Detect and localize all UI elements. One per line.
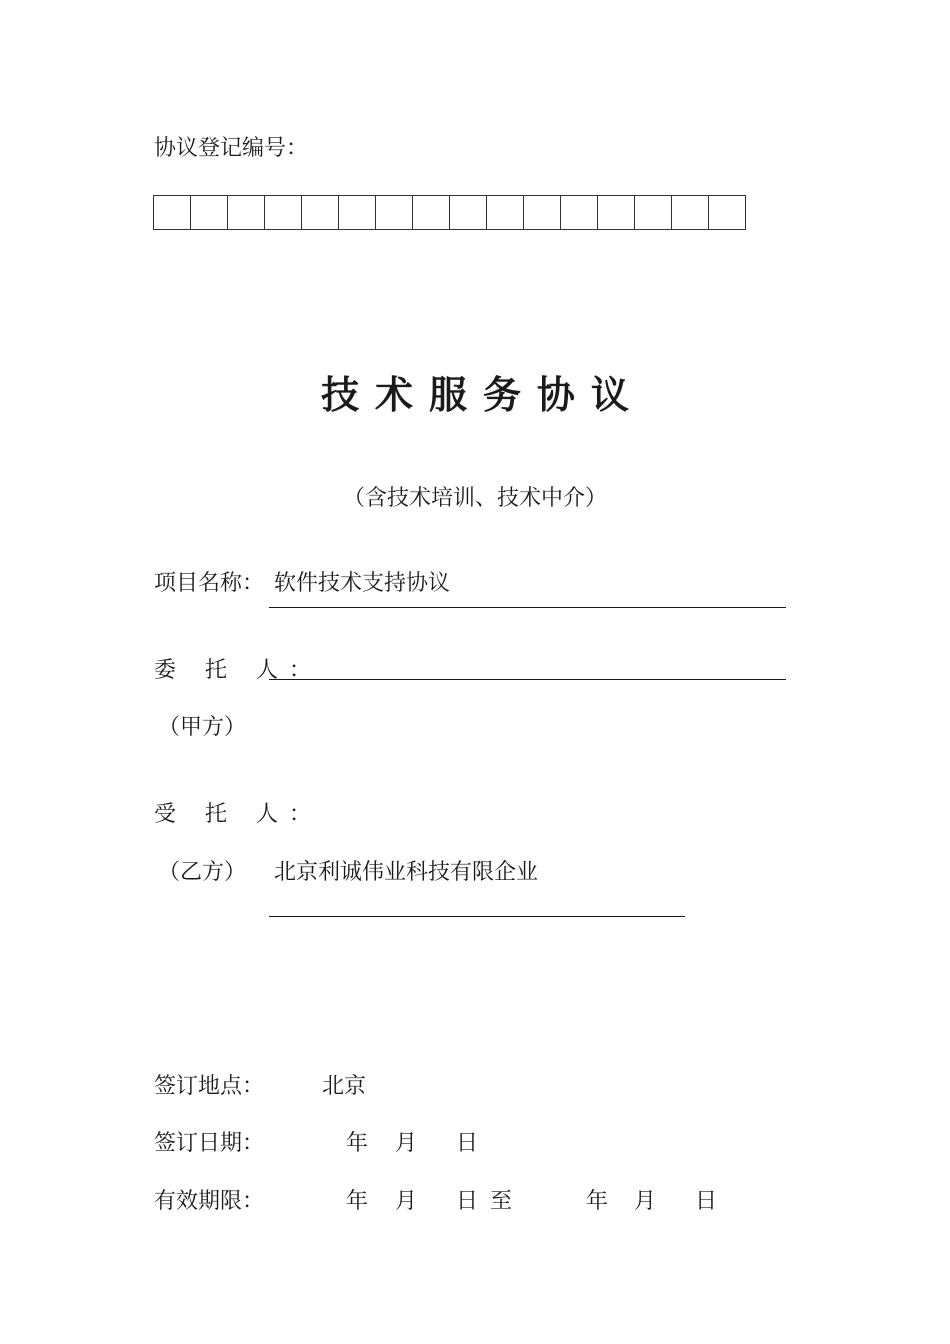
registration-number-box[interactable]	[598, 195, 635, 230]
registration-number-box[interactable]	[450, 195, 487, 230]
validity-start-month: 月	[395, 1189, 418, 1214]
registration-number-boxes	[153, 195, 746, 230]
registration-number-box[interactable]	[191, 195, 228, 230]
signing-date-day: 日	[456, 1131, 479, 1156]
contractor-value: 北京利诚伟业科技有限企业	[274, 860, 539, 885]
registration-number-box[interactable]	[302, 195, 339, 230]
contractor-role: （乙方）	[158, 860, 247, 885]
validity-end-day: 日	[695, 1189, 718, 1214]
project-name-underline	[269, 607, 786, 608]
signing-place-value: 北京	[322, 1074, 367, 1099]
document-title: 技术服务协议	[321, 373, 645, 417]
registration-number-box[interactable]	[672, 195, 709, 230]
client-role: （甲方）	[158, 715, 247, 740]
project-name-label: 项目名称：	[154, 571, 265, 596]
validity-start-year: 年	[346, 1189, 369, 1214]
registration-number-box[interactable]	[265, 195, 302, 230]
signing-date-year: 年	[346, 1131, 369, 1156]
signing-date-month: 月	[395, 1131, 418, 1156]
registration-number-box[interactable]	[376, 195, 413, 230]
registration-number-box[interactable]	[524, 195, 561, 230]
registration-number-box[interactable]	[561, 195, 598, 230]
document-subtitle: （含技术培训、技术中介）	[342, 486, 607, 511]
registration-number-box[interactable]	[413, 195, 450, 230]
registration-number-box[interactable]	[339, 195, 376, 230]
validity-start-day: 日	[456, 1189, 479, 1214]
registration-number-box[interactable]	[709, 195, 746, 230]
registration-number-label: 协议登记编号：	[154, 136, 309, 161]
validity-end-month: 月	[634, 1189, 657, 1214]
validity-end-year: 年	[586, 1189, 609, 1214]
signing-place-label: 签订地点：	[154, 1074, 265, 1099]
validity-to: 至	[490, 1189, 513, 1214]
contractor-underline	[269, 916, 685, 917]
registration-number-box[interactable]	[154, 195, 191, 230]
contractor-label: 受 托 人：	[154, 802, 322, 827]
validity-label: 有效期限：	[154, 1189, 265, 1214]
client-label: 委 托 人：	[154, 658, 322, 683]
registration-number-box[interactable]	[487, 195, 524, 230]
registration-number-box[interactable]	[228, 195, 265, 230]
signing-date-label: 签订日期：	[154, 1131, 265, 1156]
registration-number-box[interactable]	[635, 195, 672, 230]
project-name-value: 软件技术支持协议	[274, 571, 451, 596]
client-underline	[269, 679, 786, 680]
